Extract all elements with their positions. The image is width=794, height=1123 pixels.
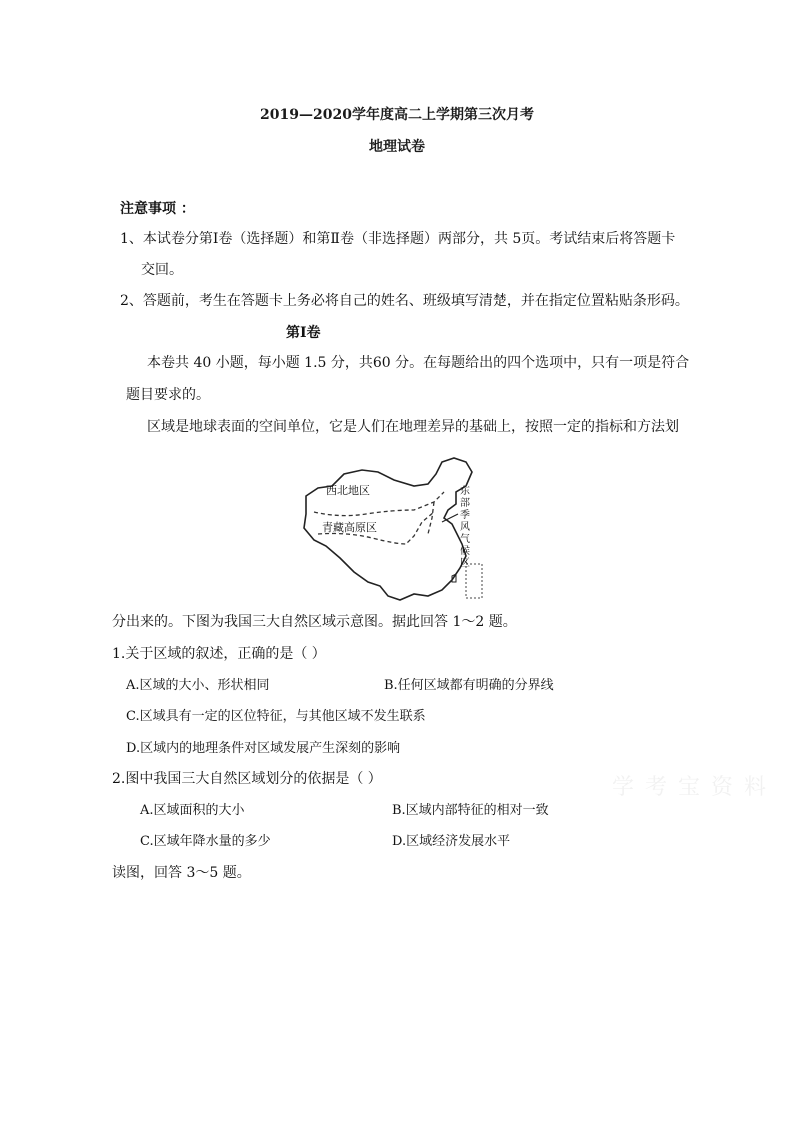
section-heading: 第Ⅰ卷 xyxy=(286,325,321,341)
map-label-tibet: 青藏高原区 xyxy=(322,521,377,534)
question-1-option-b: B.任何区域都有明确的分界线 xyxy=(384,678,554,693)
map-label-east-7: 区 xyxy=(460,558,470,569)
exam-subtitle: 地理试卷 xyxy=(369,139,425,155)
question-2-option-b: B.区域内部特征的相对一致 xyxy=(392,803,549,818)
question-2-option-a: A.区域面积的大小 xyxy=(140,803,245,818)
map-label-east-5: 气 xyxy=(460,534,470,545)
map-label-east-2: 部 xyxy=(460,498,470,509)
exam-title: 2019—2020学年度高二上学期第三次月考 xyxy=(260,107,534,123)
notice-item-1-line-1: 1、本试卷分第Ⅰ卷（选择题）和第Ⅱ卷（非选择题）两部分，共 5页。考试结束后将答题卡 xyxy=(120,231,676,247)
map-label-east-6: 候 xyxy=(460,546,470,557)
notice-heading: 注意事项 ： xyxy=(120,201,195,217)
reading-prompt: 读图，回答 3～5 题。 xyxy=(112,865,251,881)
map-label-east-4: 风 xyxy=(460,522,470,533)
notice-item-2: 2、答题前，考生在答题卡上务必将自己的姓名、班级填写清楚，并在指定位置粘贴条形码。 xyxy=(120,293,689,309)
question-1-option-d: D.区域内的地理条件对区域发展产生深刻的影响 xyxy=(126,741,401,756)
question-1-option-c: C.区域具有一定的区位特征，与其他区域不发生联系 xyxy=(126,709,426,724)
question-1-stem: 1.关于区域的叙述，正确的是（ ） xyxy=(112,646,326,662)
south-sea-inset xyxy=(466,564,482,598)
section-intro-line-2: 题目要求的。 xyxy=(126,387,210,403)
question-2-option-d: D.区域经济发展水平 xyxy=(392,834,511,849)
watermark: 学 考 宝 资 料 xyxy=(612,775,768,800)
east-boundary xyxy=(428,502,434,534)
map-label-east-3: 季 xyxy=(460,510,470,521)
question-2-stem: 2.图中我国三大自然区域划分的依据是（ ） xyxy=(112,771,382,787)
map-label-northwest: 西北地区 xyxy=(326,484,370,497)
passage-line-2: 分出来的。下图为我国三大自然区域示意图。据此回答 1～2 题。 xyxy=(112,614,517,630)
question-2-option-c: C.区域年降水量的多少 xyxy=(140,834,271,849)
section-intro-line-1: 本卷共 40 小题，每小题 1.5 分，共60 分。在每题给出的四个选项中，只有一项是符合 xyxy=(147,355,690,371)
notice-item-1-line-2: 交回。 xyxy=(141,262,183,278)
question-1-option-a: A.区域的大小、形状相同 xyxy=(126,678,270,693)
map-label-east-1: 东 xyxy=(460,486,470,497)
passage-line-1: 区域是地球表面的空间单位，它是人们在地理差异的基础上，按照一定的指标和方法划 xyxy=(147,419,679,435)
china-regions-map xyxy=(296,452,492,604)
